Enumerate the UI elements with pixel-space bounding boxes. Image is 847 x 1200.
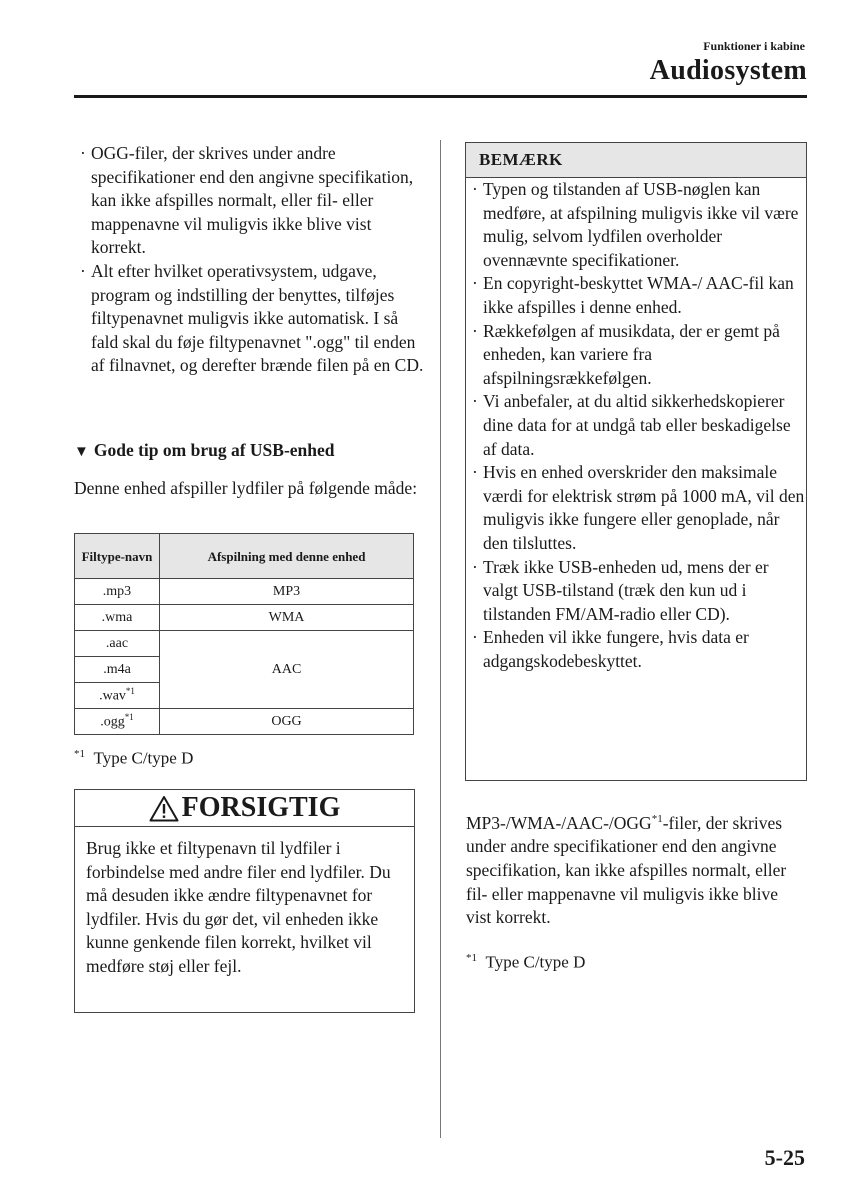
bullet-item: · OGG-filer, der skrives under andre specifikationer end den angivne specifikation, kan ikke afspilles normalt, eller fil- eller mappenavne vil muligvis ikke blive vist korrekt.	[74, 142, 424, 260]
footnote-text: Type C/type D	[93, 748, 194, 768]
file-type-table	[74, 533, 414, 735]
table-cell-extension	[75, 709, 160, 735]
footnote-mark: *1	[466, 952, 477, 964]
warning-icon	[149, 795, 179, 822]
note-item: · Rækkefølgen af musikdata, der er gemt på enheden, kan variere fra afspilningsrækkefølgen.	[466, 320, 806, 391]
note-item: · Enheden vil ikke fungere, hvis data er adgangskodebeskyttet.	[466, 626, 806, 673]
caution-header	[75, 790, 414, 827]
table-cell-extension: .aac	[75, 631, 160, 657]
table-cell-format: AAC	[160, 631, 414, 709]
column-divider	[440, 140, 441, 1138]
note-bullet-list	[466, 178, 806, 673]
left-bullet-list	[74, 142, 424, 378]
table-cell-extension: .mp3	[75, 579, 160, 605]
tip-heading-text: Gode tip om brug af USB-enhed	[93, 440, 335, 460]
footnote-mark: *1	[74, 748, 85, 760]
table-row	[75, 579, 414, 605]
note-item: · Typen og tilstanden af USB-nøglen kan medføre, at afspilning muligvis ikke vil være mulig, selvom lydfilen overholder ovennævnte specifikationer.	[466, 178, 806, 272]
extension-text: .ogg	[100, 714, 125, 730]
footnote-text: Type C/type D	[485, 952, 586, 972]
page-number: 5-25	[764, 1145, 805, 1170]
extension-text: .wav	[99, 688, 126, 704]
column-header-extension: Filtype-navn	[75, 534, 160, 579]
table-cell-format: OGG	[160, 709, 414, 735]
caution-title: FORSIGTIG	[181, 792, 341, 823]
column-header-playback: Afspilning med denne enhed	[160, 534, 414, 579]
tip-heading	[74, 440, 335, 461]
table-header-row	[75, 534, 414, 579]
paragraph-lead: MP3-/WMA-/AAC-/OGG	[466, 812, 652, 833]
caution-box	[74, 789, 415, 1013]
note-item: · Træk ikke USB-enheden ud, mens der er valgt USB-tilstand (træk den kun ud i tilstanden FM/AM-radio eller CD).	[466, 556, 806, 627]
section-label: Funktioner i kabine	[703, 39, 805, 53]
table-row	[75, 709, 414, 735]
footnote-mark: *1	[651, 813, 663, 825]
intro-text: Denne enhed afspiller lydfiler på følgende måde:	[74, 478, 418, 498]
triangle-down-icon: ▼	[74, 444, 89, 460]
caution-text: Brug ikke et filtypenavn til lydfiler i forbindelse med andre filer end lydfiler. Du må desuden ikke ændre filtypenavnet for lydfiler. Hvis du gør det, vil enheden ikke kunne genkende filen korrekt, hvilket vil medføre støj eller fejl.	[86, 838, 391, 976]
table-cell-extension	[75, 683, 160, 709]
note-item: · Hvis en enhed overskrider den maksimale værdi for elektrisk strøm på 1000 mA, vil den muligvis ikke fungere eller genoplade, når den tilsluttes.	[466, 461, 806, 555]
note-item: · En copyright-beskyttet WMA-/ AAC-fil kan ikke afspilles i denne enhed.	[466, 272, 806, 319]
page-title: Audiosystem	[649, 55, 807, 86]
footnote-mark: *1	[125, 686, 135, 697]
table-cell-format: MP3	[160, 579, 414, 605]
table-row	[75, 605, 414, 631]
table-row	[75, 631, 414, 657]
note-box	[465, 142, 807, 781]
table-cell-extension: .m4a	[75, 657, 160, 683]
table-cell-extension: .wma	[75, 605, 160, 631]
format-paragraph	[466, 808, 806, 930]
bullet-item: · Alt efter hvilket operativsystem, udgave, program og indstilling der benyttes, tilføjes filtypenavnet muligvis ikke automatisk. I så fald skal du føje filtypenavnet ".ogg" til enden af filnavnet, og derefter brænde filen på en CD.	[74, 260, 424, 378]
note-title: BEMÆRK	[466, 143, 806, 178]
header-rule	[74, 95, 807, 98]
table-cell-format: WMA	[160, 605, 414, 631]
paragraph-rest: -filer, der skrives under andre specifikationer end den angivne specifikation, kan ikke afspilles normalt, eller fil- eller mappenavne vil muligvis ikke blive vist korrekt.	[466, 812, 787, 928]
footnote-mark: *1	[124, 712, 134, 723]
note-item: · Vi anbefaler, at du altid sikkerhedskopierer dine data for at undgå tab eller beskadigelse af data.	[466, 390, 806, 461]
footnote	[74, 748, 193, 769]
footnote	[466, 952, 585, 973]
